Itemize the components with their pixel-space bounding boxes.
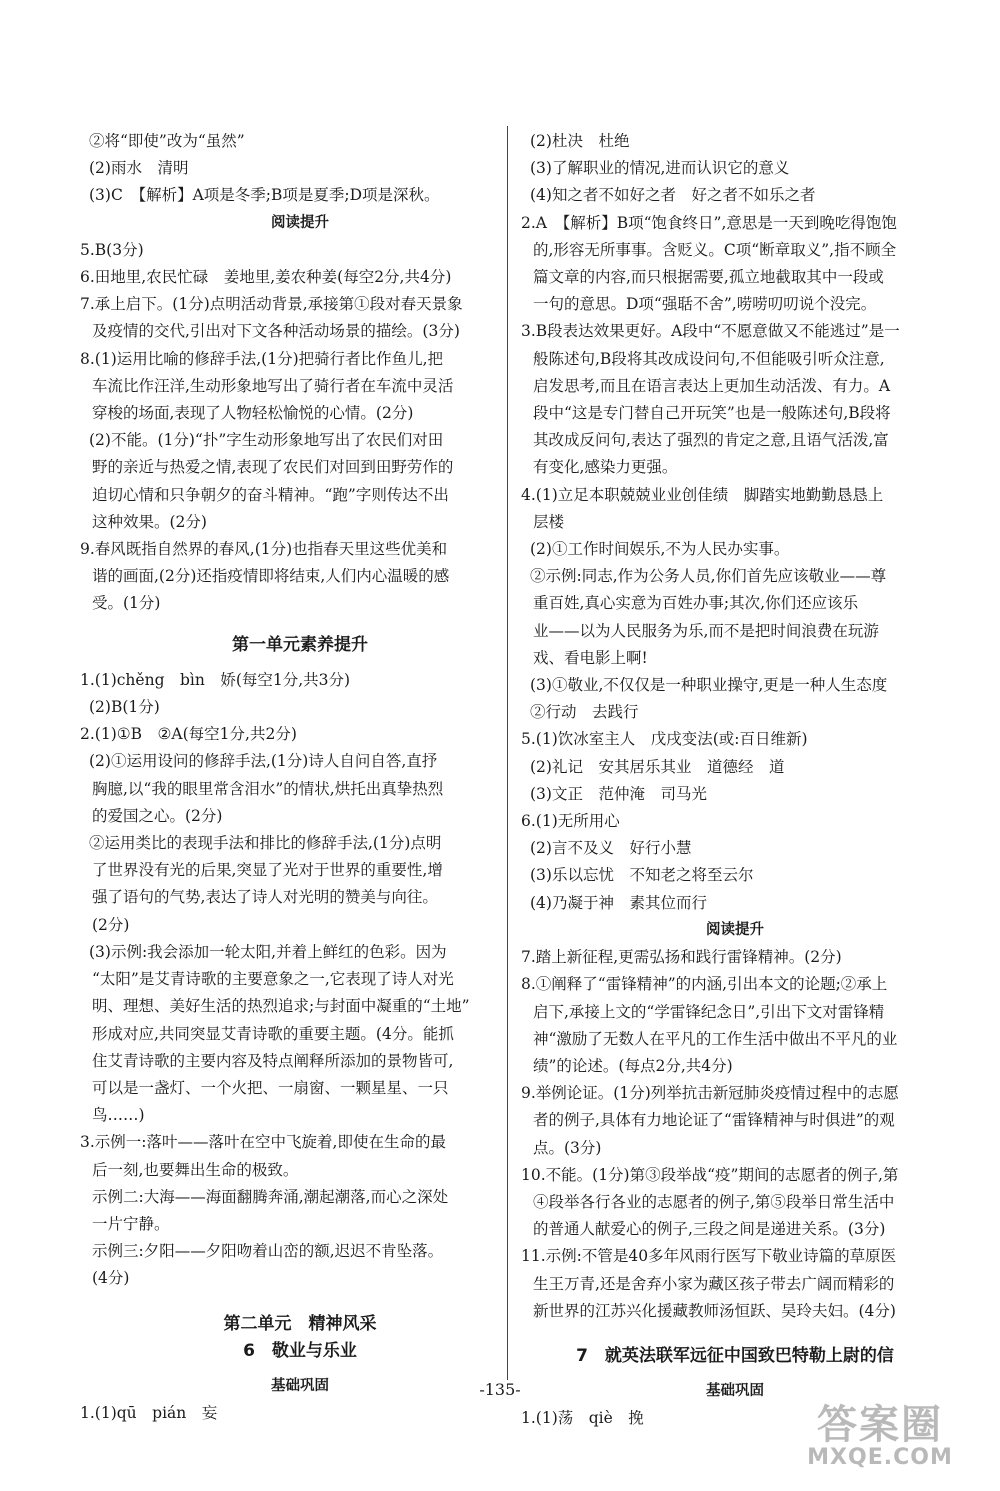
- text-line: 7.承上启下。(1分)点明活动背景,承接第①段对春天景象: [80, 295, 463, 314]
- section-heading: 阅读提升: [271, 214, 329, 231]
- section-heading: 第二单元 精神风采: [223, 1313, 377, 1334]
- text-line: 篇文章的内容,而只根据需要,孤立地截取其中一段或: [533, 268, 884, 287]
- text-line: 车流比作汪洋,生动形象地写出了骑行者在车流中灵活: [92, 376, 454, 395]
- text-line: “太阳”是艾青诗歌的主要意象之一,它表现了诗人对光: [92, 970, 454, 989]
- section-heading: 第一单元素养提升: [232, 634, 368, 655]
- text-line: 新世界的江苏兴化援藏教师汤恒跃、吴玲夫妇。(4分): [533, 1301, 896, 1320]
- text-line: 强了语句的气势,表达了诗人对光明的赞美与向往。: [92, 888, 438, 907]
- text-line: 了世界没有光的后果,突显了光对于世界的重要性,增: [92, 861, 443, 880]
- text-line: (4)知之者不如好之者 好之者不如乐之者: [530, 186, 816, 205]
- text-line: 段中“这是专门替自己开玩笑”也是一般陈述句,B段将: [533, 404, 891, 423]
- watermark-text: 答案圈: [817, 1402, 943, 1448]
- text-line: (2分): [92, 915, 130, 934]
- text-line: 示例二:大海——海面翻腾奔涌,潮起潮落,而心之深处: [92, 1187, 449, 1206]
- spacer: [521, 1325, 949, 1343]
- spacer: [80, 618, 520, 632]
- text-line: 点。(3分): [533, 1138, 602, 1157]
- text-line: (3)C 【解析】A项是冬季;B项是夏季;D项是深秋。: [89, 186, 440, 205]
- spacer: [80, 659, 520, 667]
- text-line: 9.春风既指自然界的春风,(1分)也指春天里这些优美和: [80, 540, 448, 559]
- text-line: 业——以为人民服务为乐,而不是把时间浪费在玩游: [533, 621, 879, 640]
- text-line: 穿梭的场面,表现了人物轻松愉悦的心情。(2分): [92, 404, 414, 423]
- text-line: 11.示例:不管是40多年风雨行医写下敬业诗篇的草原医: [521, 1247, 897, 1266]
- text-line: 其改成反问句,表达了强烈的肯定之意,且语气活泼,富: [533, 431, 889, 450]
- text-line: 2.A 【解析】B项“饱食终日”,意思是一天到晚吃得饱饱: [521, 213, 897, 232]
- text-line: 鸟……): [92, 1106, 145, 1125]
- page-number: -135-: [479, 1380, 521, 1399]
- text-line: (4分): [92, 1269, 130, 1288]
- watermark-logo: [790, 1393, 970, 1481]
- text-line: (3)示例:我会添加一轮太阳,并着上鲜红的色彩。因为: [89, 942, 447, 961]
- text-line: (2)①运用设问的修辞手法,(1分)诗人自问自答,直抒: [89, 752, 438, 771]
- spacer: [80, 1365, 520, 1373]
- text-line: 谐的画面,(2分)还指疫情即将结束,人们内心温暖的感: [92, 567, 450, 586]
- text-line: (2)言不及义 好行小慧: [530, 839, 692, 858]
- section-heading: 基础巩固: [706, 1383, 764, 1400]
- text-line: (4)乃凝于神 素其位而行: [530, 893, 707, 912]
- text-line: 绩”的论述。(每点2分,共4分): [533, 1056, 733, 1075]
- section-heading: 基础巩固: [271, 1377, 329, 1394]
- text-line: 戏、看电影上啊!: [533, 648, 648, 667]
- text-line: 的,形容无所事事。含贬义。C项“断章取义”,指不顾全: [533, 240, 897, 259]
- text-line: 启发思考,而且在语言表达上更加生动活泼、有力。A: [533, 376, 891, 395]
- section-heading: 6 敬业与乐业: [243, 1340, 357, 1361]
- text-line: 10.不能。(1分)第③段举战“疫”期间的志愿者的例子,第: [521, 1165, 899, 1184]
- text-line: 一句的意思。D项“强聒不舍”,唠唠叨叨说个没完。: [533, 295, 877, 314]
- text-line: ④段举各行各业的志愿者的例子,第⑤段举日常生活中: [533, 1192, 895, 1211]
- text-line: 启下,承接上文的“学雷锋纪念日”,引出下文对雷锋精: [533, 1002, 885, 1021]
- text-line: 可以是一盏灯、一个火把、一扇窗、一颗星星、一只: [92, 1078, 449, 1097]
- text-line: 胸臆,以“我的眼里常含泪水”的情状,烘托出真挚热烈: [92, 779, 444, 798]
- text-line: ②将“即使”改为“虽然”: [89, 132, 245, 150]
- text-line: 一片宁静。: [92, 1214, 170, 1233]
- text-line: (3)文正 范仲淹 司马光: [530, 784, 707, 803]
- section-heading: 阅读提升: [706, 921, 764, 938]
- text-line: 明、理想、美好生活的热烈追求;与封面中凝重的“土地”: [92, 997, 470, 1016]
- text-line: (2)B(1分): [89, 698, 160, 717]
- right-column: [521, 128, 949, 1433]
- text-line: 示例三:夕阳——夕阳吻着山峦的额,迟迟不肯坠落。: [92, 1242, 444, 1261]
- text-line: 有变化,感染力更强。: [533, 458, 678, 477]
- text-line: 迫切心情和只争朝夕的奋斗精神。“跑”字则传达不出: [92, 485, 449, 504]
- text-line: 及疫情的交代,引出对下文各种活动场景的描绘。(3分): [92, 322, 460, 341]
- text-line: 受。(1分): [92, 594, 161, 613]
- text-line: 后一刻,也要舞出生命的极致。: [92, 1160, 299, 1179]
- text-line: 3.B段表达效果更好。A段中“不愿意做又不能逃过”是一: [521, 322, 900, 341]
- text-line: (3)了解职业的情况,进而认识它的意义: [530, 159, 790, 178]
- text-line: 5.(1)饮冰室主人 戊戌变法(或:百日维新): [521, 730, 808, 749]
- text-line: 1.(1)qū pián 妄: [80, 1404, 218, 1423]
- text-line: ②运用类比的表现手法和排比的修辞手法,(1分)点明: [89, 834, 442, 853]
- text-line: 层楼: [533, 512, 565, 531]
- text-line: 1.(1)chěng bìn 娇(每空1分,共3分): [80, 670, 351, 689]
- spacer: [80, 1293, 520, 1311]
- text-line: 住艾青诗歌的主要内容及特点阐释所添加的景物皆可,: [92, 1051, 454, 1070]
- text-line: 3.示例一:落叶——落叶在空中飞旋着,即使在生命的最: [80, 1133, 446, 1152]
- text-line: (2)雨水 清明: [89, 159, 189, 178]
- text-line: 者的例子,具体有力地论证了“雷锋精神与时俱进”的观: [533, 1111, 895, 1130]
- text-line: 8.①阐释了“雷锋精神”的内涵,引出本文的论题;②承上: [521, 975, 888, 994]
- text-line: ②行动 去践行: [530, 703, 639, 722]
- column-divider: [507, 126, 508, 1380]
- text-line: 9.举例论证。(1分)列举抗击新冠肺炎疫情过程中的志愿: [521, 1084, 899, 1103]
- text-line: (2)杜决 杜绝: [530, 132, 630, 150]
- text-line: 神“激励了无数人在平凡的工作生活中做出不平凡的业: [533, 1029, 898, 1048]
- text-line: 8.(1)运用比喻的修辞手法,(1分)把骑行者比作鱼儿,把: [80, 349, 444, 368]
- text-line: (3)乐以忘忧 不知老之将至云尔: [530, 866, 754, 885]
- text-line: 7.踏上新征程,更需弘扬和践行雷锋精神。(2分): [521, 948, 842, 967]
- left-column: [80, 128, 520, 1427]
- section-heading: 7 就英法联军远征中国致巴特勒上尉的信: [576, 1345, 894, 1366]
- text-line: 生王万青,还是舍弃小家为藏区孩子带去广阔而精彩的: [533, 1274, 895, 1293]
- text-line: 的普通人献爱心的例子,三段之间是递进关系。(3分): [533, 1220, 886, 1239]
- text-line: (2)不能。(1分)“扑”字生动形象地写出了农民们对田: [89, 431, 444, 450]
- text-line: 般陈述句,B段将其改成设问句,不但能吸引听众注意,: [533, 349, 885, 368]
- text-line: 5.B(3分): [80, 240, 144, 259]
- watermark-url: MXQE.COM: [807, 1445, 953, 1470]
- text-line: 1.(1)荡 qiè 挽: [521, 1409, 644, 1428]
- text-line: (3)①敬业,不仅仅是一种职业操守,更是一种人生态度: [530, 676, 888, 695]
- text-line: 6.田地里,农民忙碌 姜地里,姜农种姜(每空2分,共4分): [80, 268, 452, 287]
- text-line: 6.(1)无所用心: [521, 812, 620, 831]
- spacer: [521, 1370, 949, 1378]
- text-line: 野的亲近与热爱之情,表现了农民们对回到田野劳作的: [92, 458, 454, 477]
- text-line: 4.(1)立足本职兢兢业业创佳绩 脚踏实地勤勤恳恳上: [521, 485, 884, 504]
- text-line: 重百姓,真心实意为百姓办事;其次,你们还应该乐: [533, 594, 859, 613]
- text-line: 这种效果。(2分): [92, 512, 207, 531]
- text-line: 2.(1)①B ②A(每空1分,共2分): [80, 725, 297, 744]
- text-line: 形成对应,共同突显艾青诗歌的重要主题。(4分。能抓: [92, 1024, 454, 1043]
- text-line: ②示例:同志,作为公务人员,你们首先应该敬业——尊: [530, 567, 887, 586]
- text-line: (2)①工作时间娱乐,不为人民办实事。: [530, 540, 790, 559]
- text-line: (2)礼记 安其居乐其业 道德经 道: [530, 757, 785, 776]
- text-line: 的爱国之心。(2分): [92, 806, 223, 825]
